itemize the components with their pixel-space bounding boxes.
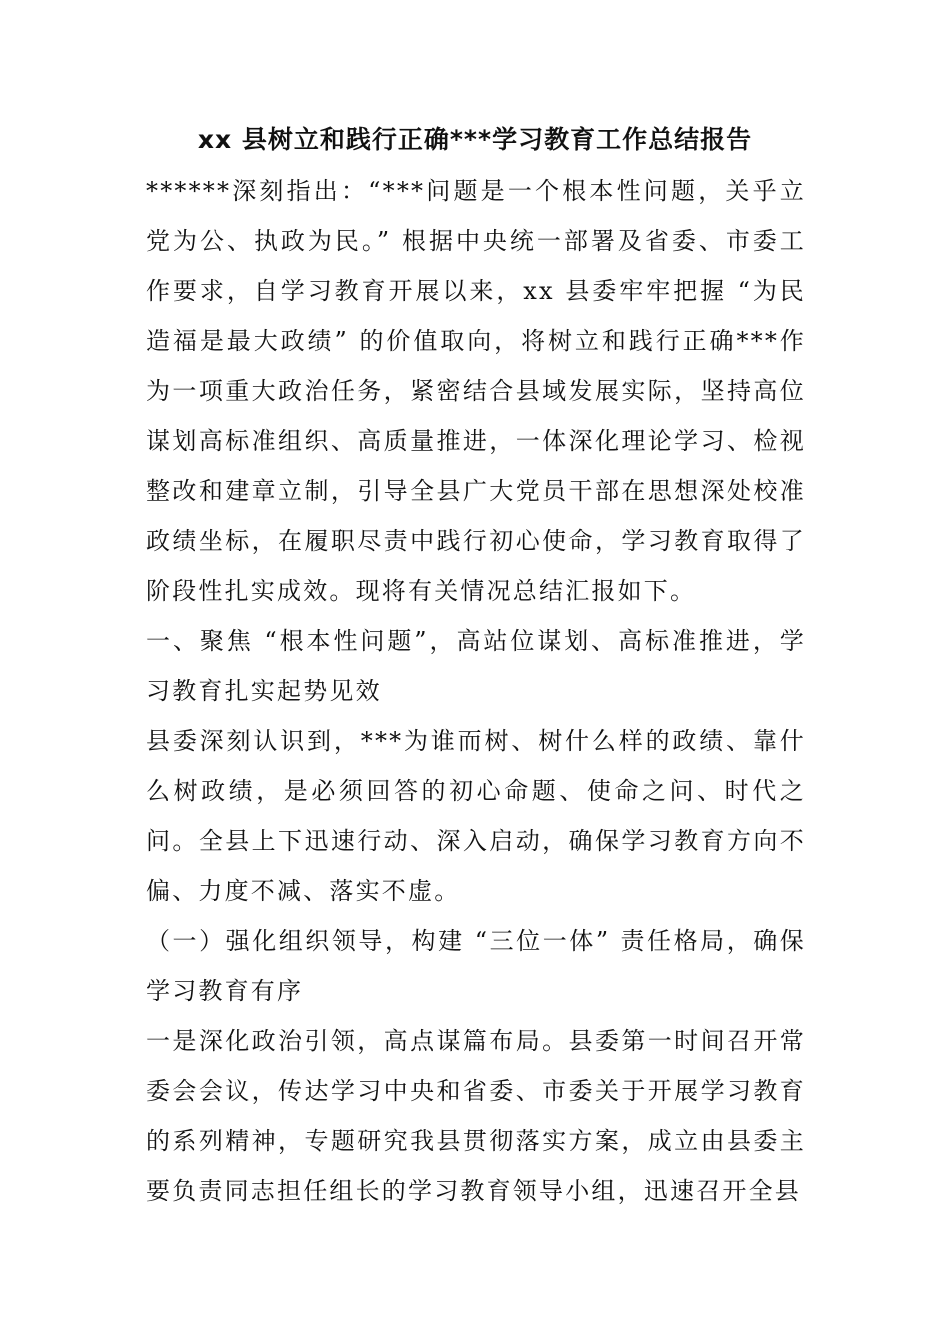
paragraph-subsection-1: 一是深化政治引领，高点谋篇布局。县委第一时间召开常委会会议，传达学习中央和省委、市委关于开展学习教育的系列精神，专题研究我县贯彻落实方案，成立由县委主要负责同志担任组长的学习教育领导小组，迅速召开全县 [146,1027,806,1205]
paragraph-section-1: 县委深刻认识到，***为谁而树、树什么样的政绩、靠什么树政绩，是必须回答的初心命题、使命之问、时代之问。全县上下迅速行动、深入启动，确保学习教育方向不偏、力度不减、落实不虚。 [146,727,806,905]
subsection-heading-1: （一）强化组织领导，构建 “三位一体” 责任格局，确保学习教育有序 [146,927,806,1005]
document-body [146,166,806,1216]
paragraph-intro: ******深刻指出：“***问题是一个根本性问题，关乎立党为公、执政为民。” 根据中央统一部署及省委、市委工作要求，自学习教育开展以来，xx 县委牢牢把握 “为民造福是最大政绩” 的价值取向，将树立和践行正确***作为一项重大政治任务，紧密结合县域发展实际，坚持高位谋划高标准组织、高质量推进，一体深化理论学习、检视整改和建章立制，引导全县广大党员干部在思想深处校准政绩坐标，在履职尽责中践行初心使命，学习教育取得了阶段性扎实成效。现将有关情况总结汇报如下。 [146,177,806,605]
document-title: xx 县树立和践行正确***学习教育工作总结报告 [197,125,753,154]
section-heading-1: 一、聚焦 “根本性问题”，高站位谋划、高标准推进，学习教育扎实起势见效 [146,627,806,705]
